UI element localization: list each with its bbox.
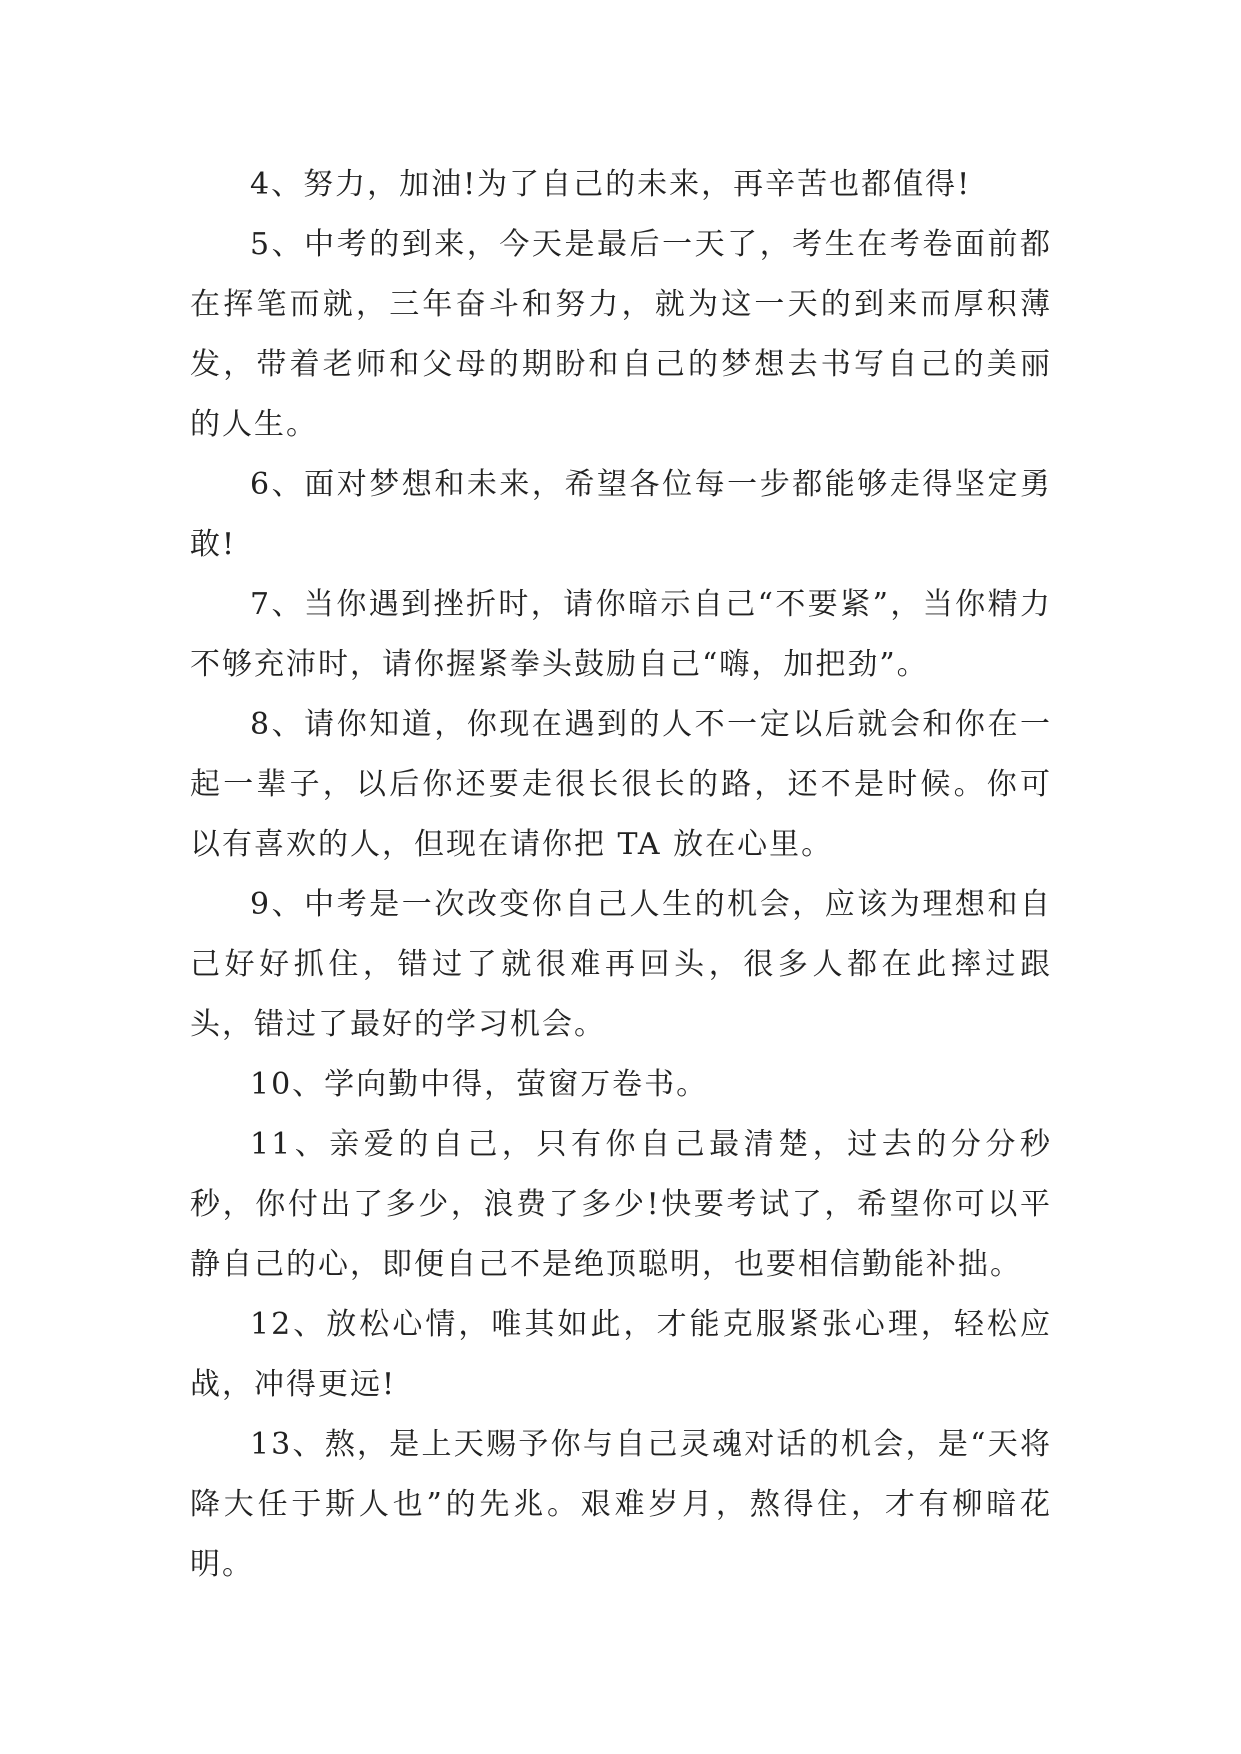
paragraph-5: 5、中考的到来，今天是最后一天了，考生在考卷面前都在挥笔而就，三年奋斗和努力，就为这一天的到来而厚积薄发，带着老师和父母的期盼和自己的梦想去书写自己的美丽的人生。 xyxy=(190,227,1052,442)
paragraph-7: 7、当你遇到挫折时，请你暗示自己“不要紧”，当你精力不够充沛时，请你握紧拳头鼓励自己“嗨，加把劲”。 xyxy=(190,587,1052,682)
paragraph-12: 12、放松心情，唯其如此，才能克服紧张心理，轻松应战，冲得更远! xyxy=(190,1307,1052,1402)
paragraph-11: 11、亲爱的自己，只有你自己最清楚，过去的分分秒秒，你付出了多少，浪费了多少!快要考试了，希望你可以平静自己的心，即便自己不是绝顶聪明，也要相信勤能补拙。 xyxy=(190,1127,1052,1282)
paragraph-8: 8、请你知道，你现在遇到的人不一定以后就会和你在一起一辈子，以后你还要走很长很长的路，还不是时候。你可以有喜欢的人，但现在请你把 TA 放在心里。 xyxy=(190,707,1052,862)
paragraph-6: 6、面对梦想和未来，希望各位每一步都能够走得坚定勇敢! xyxy=(190,467,1052,562)
paragraph-10: 10、学向勤中得，萤窗万卷书。 xyxy=(250,1067,709,1102)
paragraph-4: 4、努力，加油!为了自己的未来，再辛苦也都值得! xyxy=(250,167,972,202)
document-body xyxy=(190,155,1052,1595)
paragraph-9: 9、中考是一次改变你自己人生的机会，应该为理想和自己好好抓住，错过了就很难再回头，很多人都在此摔过跟头，错过了最好的学习机会。 xyxy=(190,887,1052,1042)
paragraph-13: 13、熬，是上天赐予你与自己灵魂对话的机会，是“天将降大任于斯人也”的先兆。艰难岁月，熬得住，才有柳暗花明。 xyxy=(190,1427,1052,1582)
